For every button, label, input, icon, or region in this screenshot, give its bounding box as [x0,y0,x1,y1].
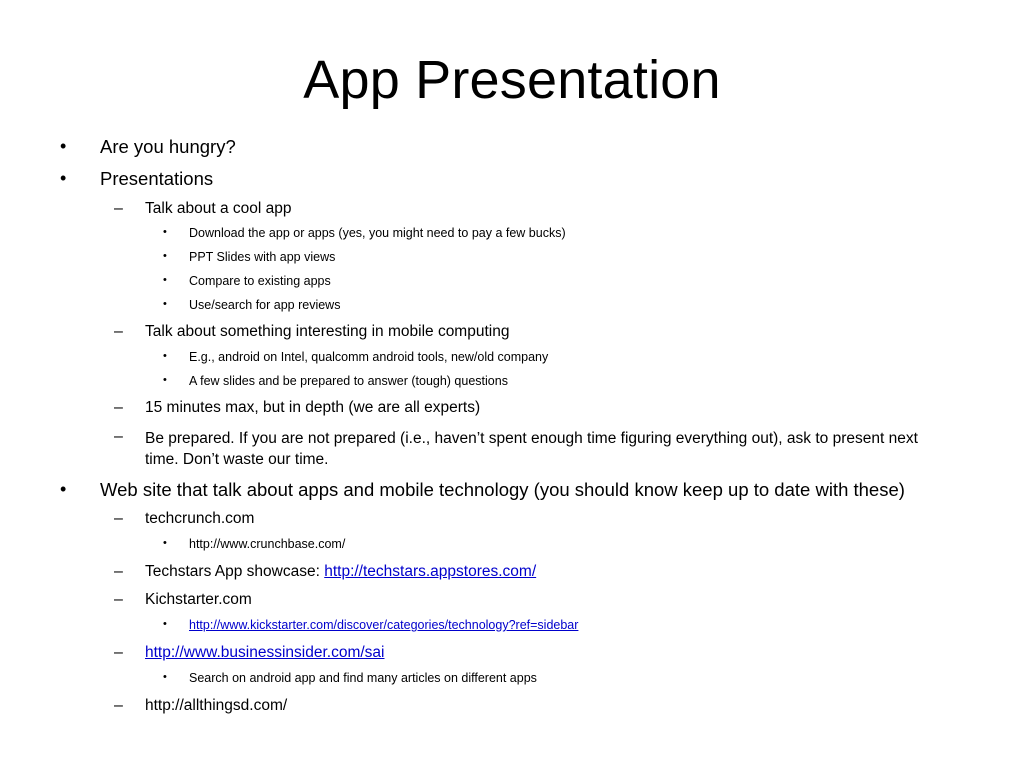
sub-sub-bullet-text: Search on android app and find many articles on different apps [189,671,537,685]
sub-bullet-text: Be prepared. If you are not prepared (i.e., haven’t spent enough time figuring everything out), ask to present next time. Don’t waste our time. [145,430,918,468]
sub-sub-bullet-text: E.g., android on Intel, qualcomm android tools, new/old company [189,350,549,364]
slide-title: App Presentation [303,50,721,110]
bullet-marker: • [60,136,67,156]
bullet-marker: • [163,274,167,286]
dash-marker: – [114,510,123,527]
bullet-marker: • [163,671,167,683]
bullet-marker: • [163,537,167,549]
bullet-marker: • [163,374,167,386]
dash-marker: – [114,399,123,416]
showcase-label: Techstars App showcase: [145,563,325,580]
businessinsider-link[interactable]: http://www.businessinsider.com/sai [145,644,385,661]
sub-bullet-text [145,563,536,581]
bullet-marker: • [163,226,167,238]
dash-marker: – [114,644,123,661]
dash-marker: – [114,428,123,445]
sub-bullet-text: Talk about a cool app [145,200,292,217]
kickstarter-link[interactable]: http://www.kickstarter.com/discover/categories/technology?ref=sidebar [189,618,579,632]
dash-marker: – [114,200,123,217]
bullet-text: Presentations [100,168,214,189]
sub-sub-bullet-text: Compare to existing apps [189,274,331,288]
bullet-text: Web site that talk about apps and mobile technology (you should know keep up to date with these) [100,479,905,500]
sub-bullet-text: 15 minutes max, but in depth (we are all experts) [145,399,481,416]
sub-sub-bullet-text: Download the app or apps (yes, you might need to pay a few bucks) [189,226,566,240]
dash-marker: – [114,697,123,714]
bullet-marker: • [163,250,167,262]
dash-marker: – [114,563,123,580]
bullet-text: Are you hungry? [100,136,236,157]
techstars-link[interactable]: http://techstars.appstores.com/ [324,563,537,580]
sub-sub-bullet-text: A few slides and be prepared to answer (tough) questions [189,374,508,388]
bullet-marker: • [163,298,167,310]
bullet-marker: • [60,168,67,188]
sub-sub-bullet-text: http://www.crunchbase.com/ [189,537,346,551]
sub-bullet-text: Kichstarter.com [145,591,252,608]
dash-marker: – [114,323,123,340]
sub-bullet-text: Talk about something interesting in mobile computing [145,323,510,340]
bullet-marker: • [60,479,67,499]
dash-marker: – [114,591,123,608]
sub-bullet-text: techcrunch.com [145,510,255,527]
sub-sub-bullet-text: Use/search for app reviews [189,298,341,312]
sub-sub-bullet-text: PPT Slides with app views [189,250,336,264]
bullet-marker: • [163,618,167,630]
sub-bullet-text: http://allthingsd.com/ [145,697,288,714]
bullet-marker: • [163,350,167,362]
